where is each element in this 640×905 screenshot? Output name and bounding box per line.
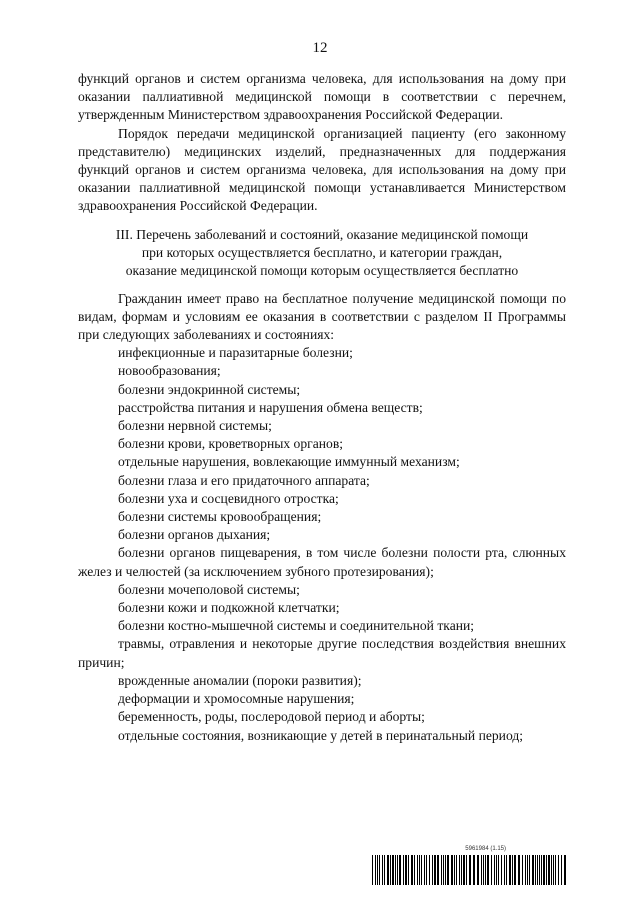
section-heading-line: оказание медицинской помощи которым осуществляется бесплатно — [125, 262, 519, 278]
barcode-icon — [372, 855, 568, 885]
list-item: болезни костно-мышечной системы и соединительной ткани; — [118, 618, 475, 634]
list-item: болезни эндокринной системы; — [118, 381, 301, 397]
list-item: расстройства питания и нарушения обмена веществ; — [118, 399, 423, 415]
section-heading-line: III. Перечень заболеваний и состояний, оказание медицинской помощи — [115, 226, 529, 242]
barcode-block — [372, 846, 568, 886]
intro-paragraph: Гражданин имеет право на бесплатное получение медицинской помощи по видам, формам и условиям ее оказания в соответствии с разделом II Программы при следующих заболеваниях и состояниях: — [78, 290, 566, 343]
section-heading-line: при которых осуществляется бесплатно, и категории граждан, — [141, 244, 503, 260]
list-item: болезни глаза и его придаточного аппарата; — [118, 472, 370, 488]
list-item: отдельные нарушения, вовлекающие иммунный механизм; — [118, 454, 460, 470]
list-item: инфекционные и паразитарные болезни; — [118, 345, 353, 361]
page-number: 12 — [312, 40, 328, 56]
list-item: болезни нервной системы; — [118, 418, 272, 434]
list-item: болезни органов дыхания; — [118, 527, 271, 543]
list-item: болезни крови, кроветворных органов; — [118, 436, 344, 452]
list-item: беременность, роды, послеродовой период и аборты; — [118, 709, 425, 725]
list-item: болезни уха и сосцевидного отростка; — [118, 490, 339, 506]
list-item: деформации и хромосомные нарушения; — [118, 691, 355, 707]
list-item: болезни мочеполовой системы; — [118, 581, 300, 597]
section-heading — [78, 226, 566, 280]
list-item: травмы, отравления и некоторые другие последствия воздействия внешних причин; — [78, 636, 566, 670]
disease-list — [78, 344, 566, 744]
barcode-code: 5961984 (1.15) — [465, 846, 506, 852]
list-item: врожденные аномалии (пороки развития); — [118, 672, 362, 688]
paragraph: функций органов и систем организма человека, для использования на дому при оказании паллиативной медицинской помощи в соответствии с перечнем, утвержденным Министерством здравоохранения Российской Федерации. — [78, 71, 566, 123]
list-item: болезни органов пищеварения, в том числе болезни полости рта, слюнных желез и челюстей (за исключением зубного протезирования); — [78, 545, 566, 579]
list-item: отдельные состояния, возникающие у детей в перинатальный период; — [118, 727, 524, 743]
list-item: болезни системы кровообращения; — [118, 509, 322, 525]
document-body — [78, 70, 566, 745]
paragraph: Порядок передачи медицинской организацией пациенту (его законному представителю) медицинских изделий, предназначенных для поддержания функций органов и систем организма человека, для использования на дому при оказании паллиативной медицинской помощи устанавливается Министерством здравоохранения Российской Федерации. — [78, 125, 566, 214]
list-item: болезни кожи и подкожной клетчатки; — [118, 600, 340, 616]
list-item: новообразования; — [118, 363, 221, 379]
